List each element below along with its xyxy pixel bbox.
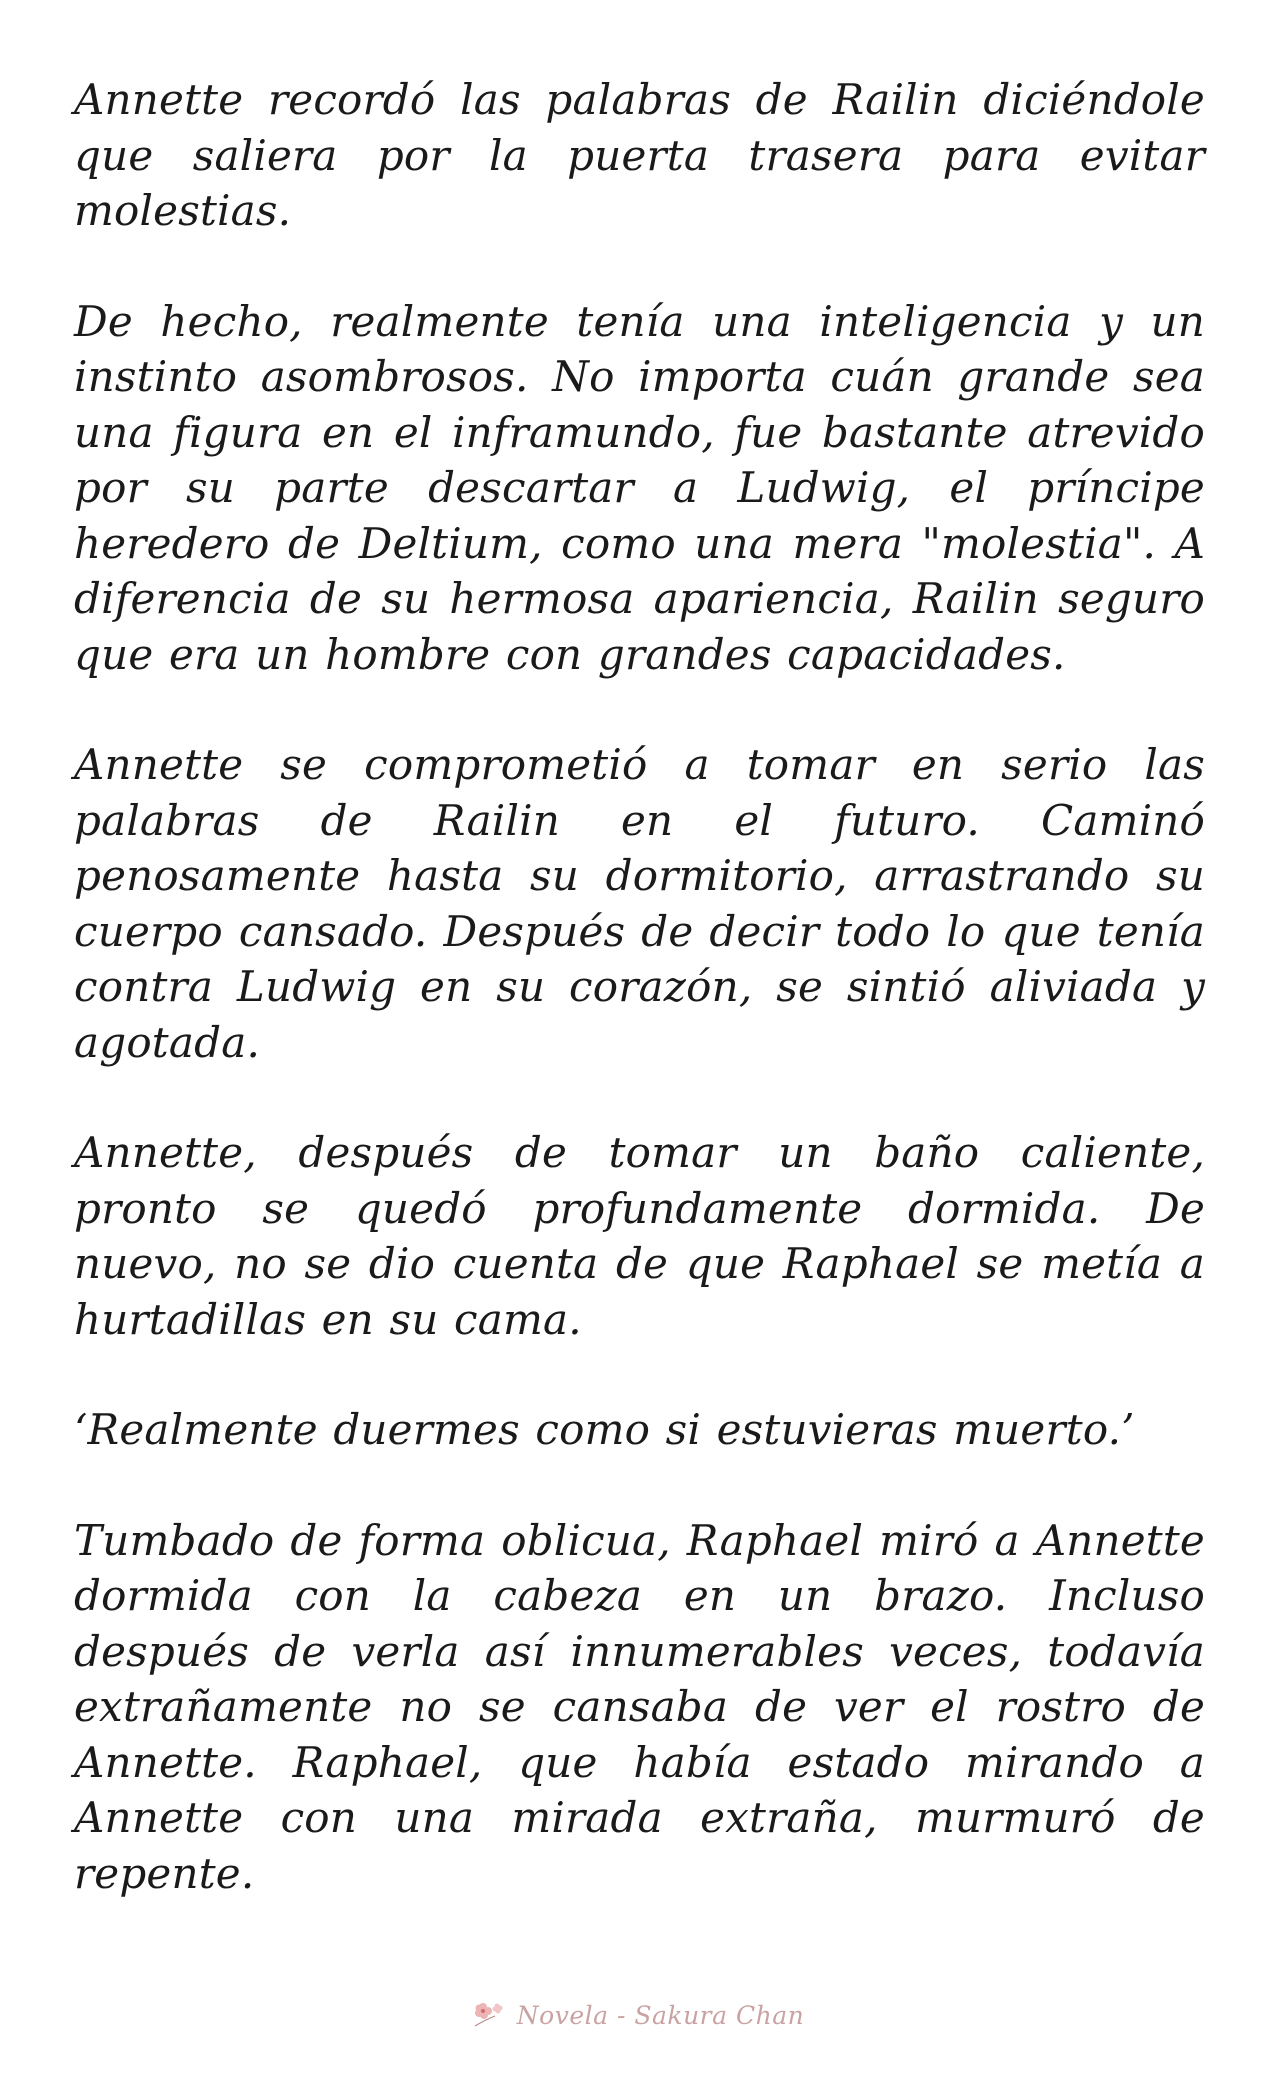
watermark bbox=[0, 1998, 1275, 2032]
watermark-text: Novela - Sakura Chan bbox=[516, 2000, 805, 2030]
paragraph-2: De hecho, realmente tenía una inteligencia y un instinto asombrosos. No importa cuán grande sea una figura en el inframundo, fue bastante atrevido por su parte descartar a Ludwig, el príncipe heredero de Deltium, como una mera "molestia". A diferencia de su hermosa apariencia, Railin seguro que era un hombre con grandes capacidades. bbox=[74, 296, 1205, 679]
cherry-blossom-icon bbox=[471, 1998, 509, 2032]
paragraph-3: Annette se comprometió a tomar en serio las palabras de Railin en el futuro. Caminó penosamente hasta su dormitorio, arrastrando su cuerpo cansado. Después de decir todo lo que tenía contra Ludwig en su corazón, se sintió aliviada y agotada. bbox=[74, 740, 1205, 1067]
paragraph-1: Annette recordó las palabras de Railin diciéndole que saliera por la puerta trasera para evitar molestias. bbox=[74, 75, 1205, 235]
paragraph-6: Tumbado de forma oblicua, Raphael miró a Annette dormida con la cabeza en un brazo. Incluso después de verla así innumerables veces, todavía extrañamente no se cansaba de ver el rostro de Annette. Raphael, que había estado mirando a Annette con una mirada extraña, murmuró de repente. bbox=[74, 1515, 1205, 1898]
paragraph-4: Annette, después de tomar un baño caliente, pronto se quedó profundamente dormida. De nuevo, no se dio cuenta de que Raphael se metía a hurtadillas en su cama. bbox=[74, 1128, 1205, 1344]
paragraph-5: ‘Realmente duermes como si estuvieras muerto.’ bbox=[74, 1405, 1135, 1454]
